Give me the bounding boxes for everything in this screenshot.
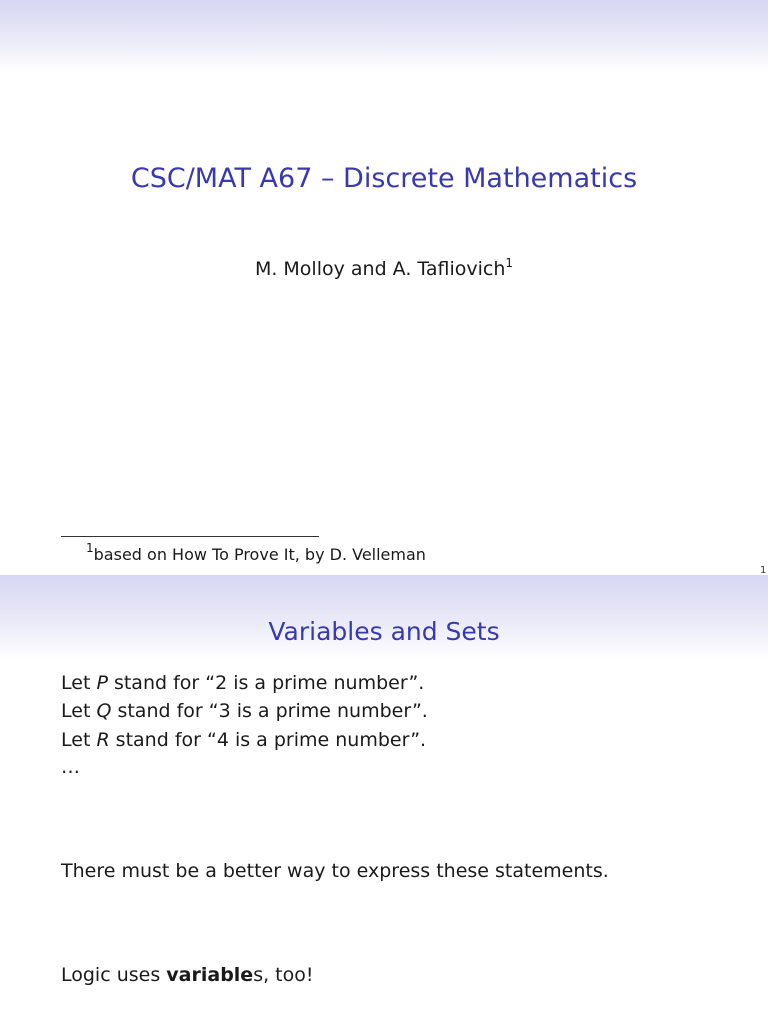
footnote (86, 541, 426, 564)
logic-line (61, 964, 314, 986)
ellipsis: … (61, 756, 80, 778)
footnote-mark: 1 (505, 256, 514, 270)
line-suffix: stand for “2 is a prime number”. (107, 672, 425, 694)
authors (0, 256, 768, 280)
footnote-mark: 1 (86, 541, 94, 555)
logic-suffix: s, too! (253, 964, 314, 986)
line-prefix: Let (61, 700, 97, 722)
variable: Q (96, 700, 112, 722)
line-suffix: stand for “3 is a prime number”. (111, 700, 428, 722)
line-prefix: Let (61, 729, 97, 751)
variable: R (96, 729, 110, 751)
footnote-rule (61, 536, 319, 537)
statement-line-r (61, 729, 426, 751)
statement-line-p (61, 672, 424, 694)
variable: P (96, 672, 108, 694)
authors-text: M. Molloy and A. Tafliovich (254, 258, 506, 280)
slide-2 (0, 575, 768, 1024)
logic-bold: variable (166, 964, 254, 986)
line-prefix: Let (61, 672, 97, 694)
page-number: 1 (760, 565, 767, 575)
statement-text: There must be a better way to express these statements. (61, 860, 609, 882)
logic-prefix: Logic uses (61, 964, 167, 986)
line-suffix: stand for “4 is a prime number”. (109, 729, 427, 751)
header-band (0, 0, 768, 72)
frame-title: Variables and Sets (268, 617, 500, 646)
slide-title: CSC/MAT A67 – Discrete Mathematics (130, 163, 638, 194)
footnote-text: based on How To Prove It, by D. Velleman (93, 545, 426, 564)
statement-line-q (61, 700, 428, 722)
